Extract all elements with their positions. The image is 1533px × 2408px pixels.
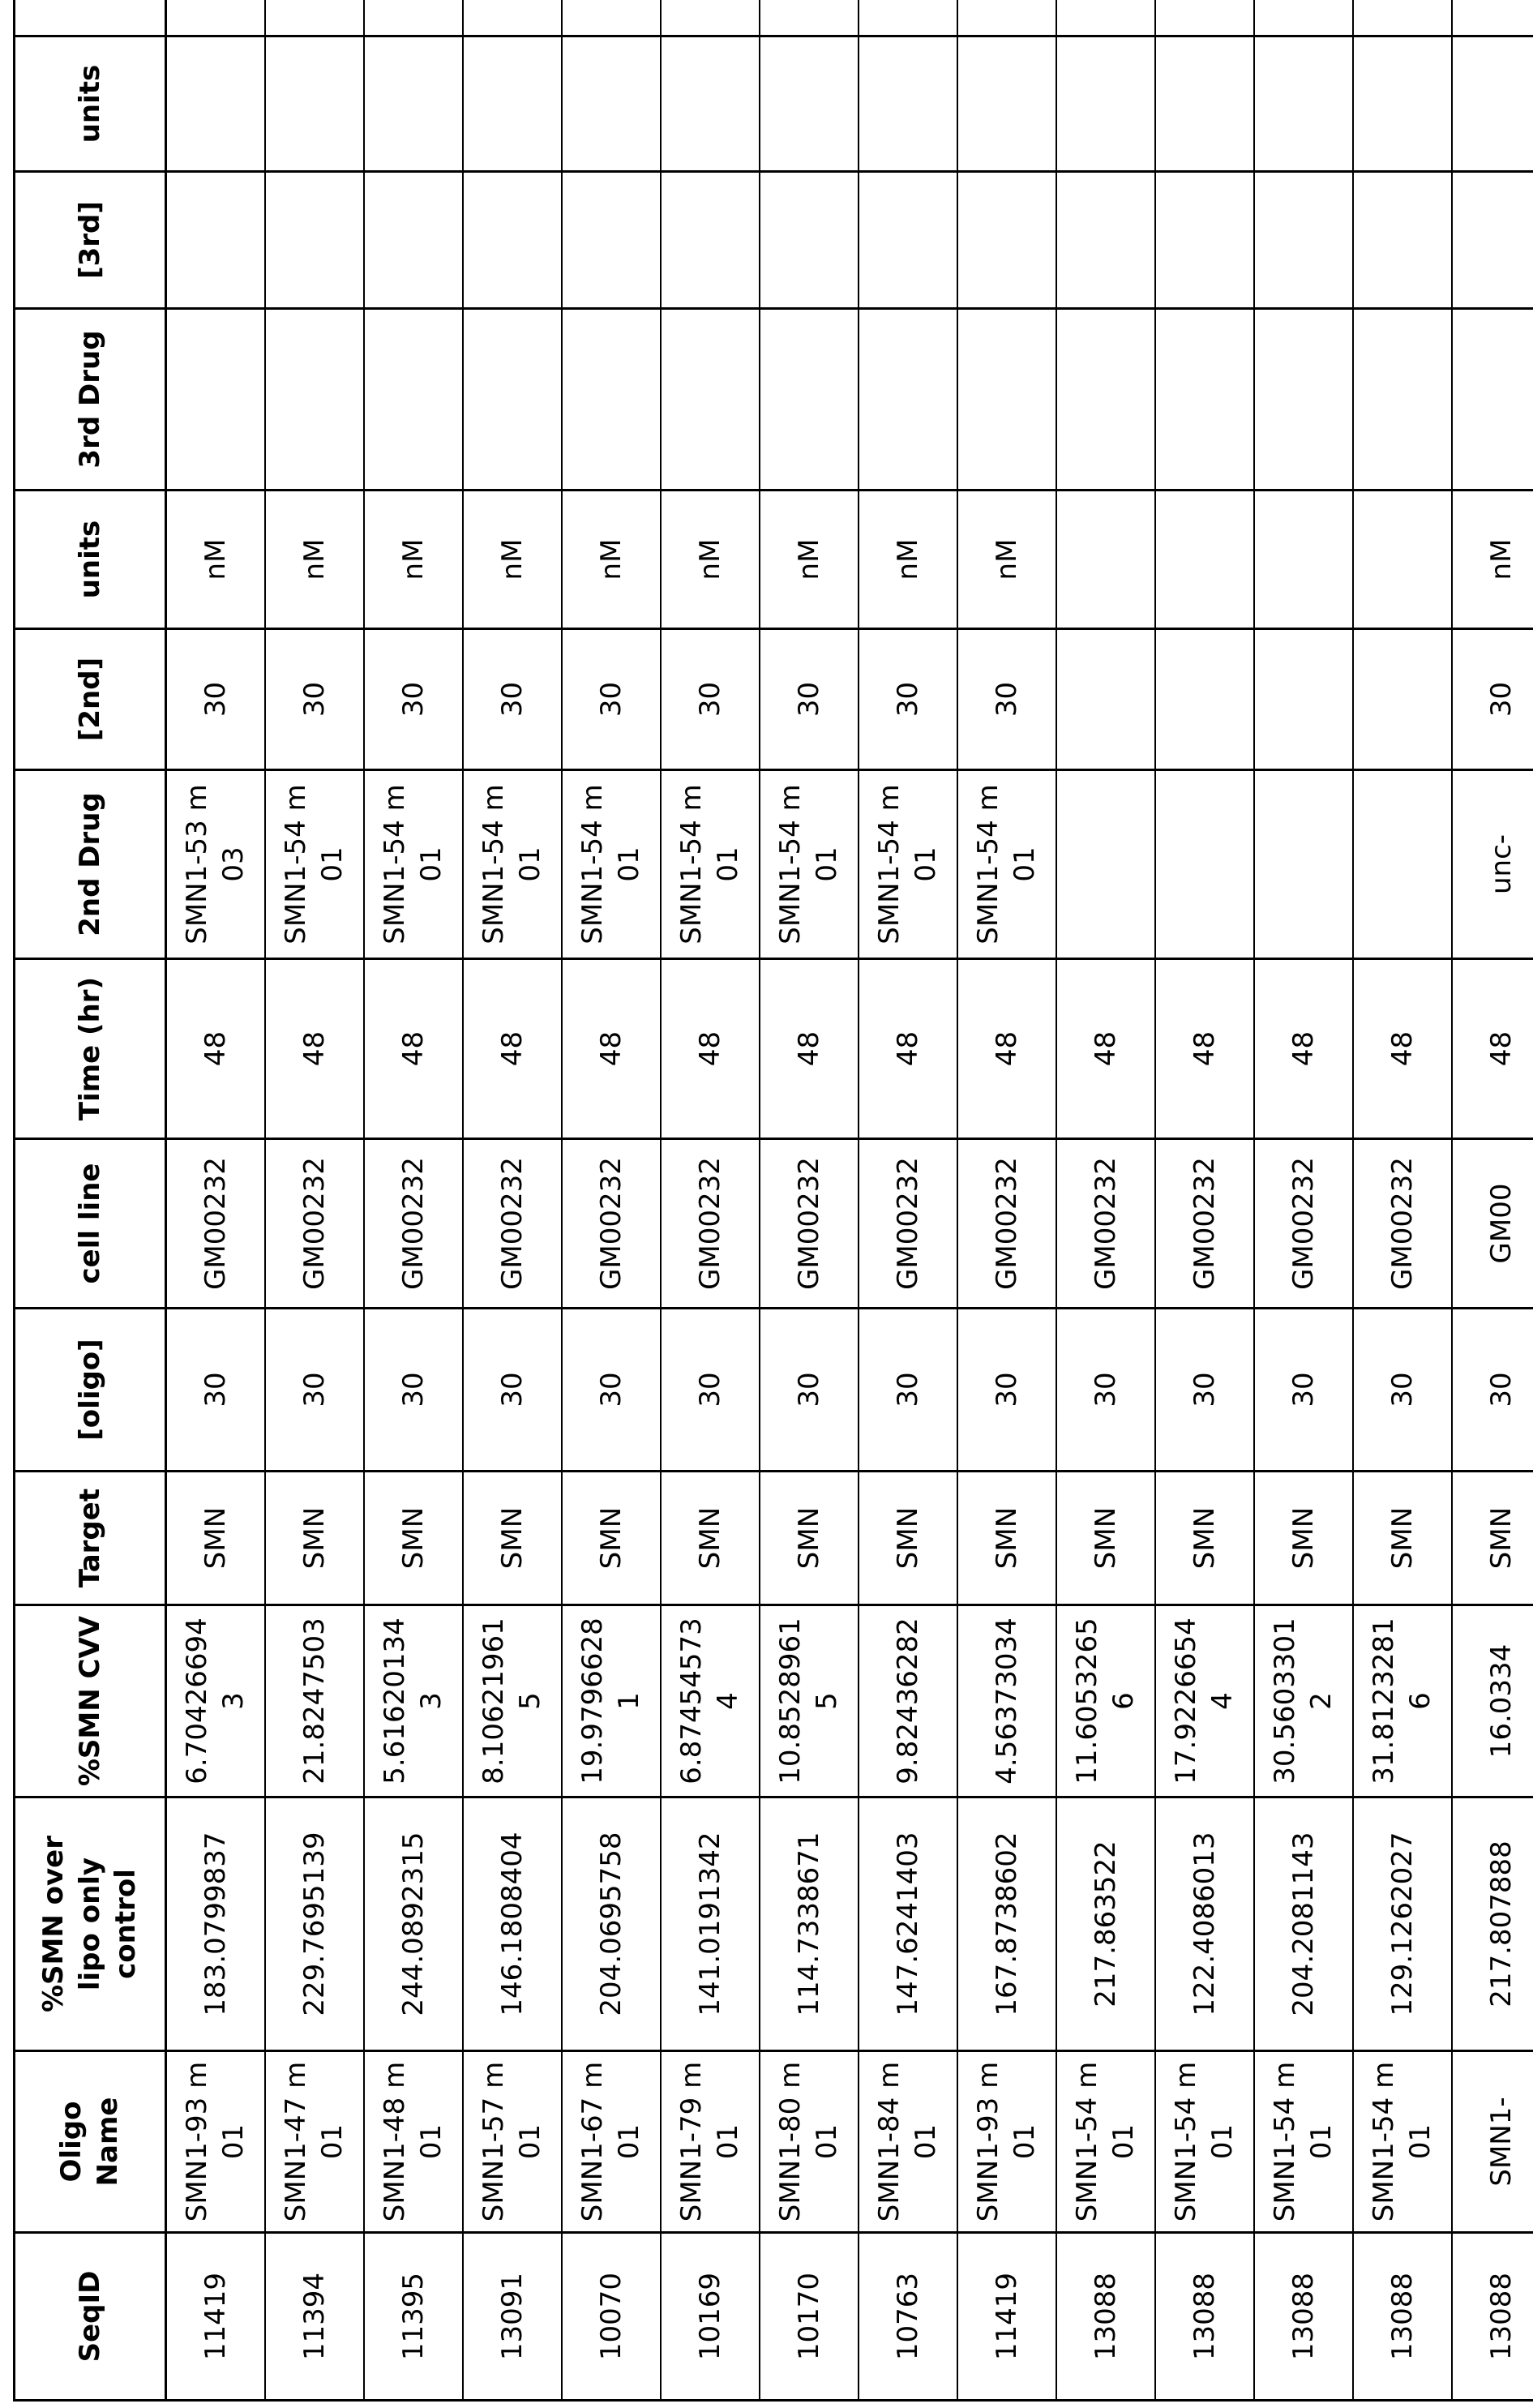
cell-2nd-conc: 30 [661, 629, 760, 770]
header-note [15, 0, 166, 36]
cell-2nd-conc: 30 [166, 629, 266, 770]
cell-units-3rd [1452, 36, 1533, 172]
cell-time: 48 [166, 959, 266, 1139]
cell-smn-over-lipo: 204.2081143 [1254, 1797, 1353, 2051]
cell-oligo-conc: 30 [661, 1309, 760, 1472]
cell-units-2nd: nM [859, 491, 957, 629]
table-row [265, 0, 364, 2401]
header-smn-cvv: %SMN CVV [15, 1605, 166, 1797]
cell-3rd-drug [1155, 309, 1254, 491]
cell-oligo-conc: 30 [562, 1309, 661, 1472]
cell-units-3rd [364, 36, 463, 172]
cell-units-2nd: nM [957, 491, 1056, 629]
cell-units-2nd [1155, 491, 1254, 629]
cell-smn-cvv: 9.82436282 [859, 1605, 957, 1797]
cell-time: 48 [1155, 959, 1254, 1139]
cell-smn-over-lipo: 229.7695139 [265, 1797, 364, 2051]
cell-target: SMN [1452, 1472, 1533, 1605]
cell-note [562, 0, 661, 36]
cell-smn-cvv: 17.92266544 [1155, 1605, 1254, 1797]
cell-oligo-conc: 30 [760, 1309, 859, 1472]
cell-time: 48 [1254, 959, 1353, 1139]
cell-seqid: 10170 [760, 2233, 859, 2401]
cell-cell-line: GM00232 [957, 1139, 1056, 1309]
header-target: Target [15, 1472, 166, 1605]
cell-oligo-name: SMN1-57 m01 [463, 2051, 562, 2233]
cell-3rd-conc [364, 172, 463, 309]
cell-oligo-conc: 30 [957, 1309, 1056, 1472]
cell-cell-line: GM00232 [1056, 1139, 1155, 1309]
cell-oligo-conc: 30 [1353, 1309, 1452, 1472]
cell-units-3rd [1254, 36, 1353, 172]
cell-cell-line: GM00232 [364, 1139, 463, 1309]
cell-cell-line: GM00232 [1353, 1139, 1452, 1309]
cell-units-3rd [463, 36, 562, 172]
table-body [166, 0, 1533, 2401]
cell-oligo-conc: 30 [265, 1309, 364, 1472]
cell-smn-over-lipo: 217.807888 [1452, 1797, 1533, 2051]
table-row [859, 0, 957, 2401]
cell-cell-line: GM00232 [562, 1139, 661, 1309]
cell-seqid: 13091 [463, 2233, 562, 2401]
cell-smn-over-lipo: 204.0695758 [562, 1797, 661, 2051]
cell-3rd-conc [760, 172, 859, 309]
cell-smn-cvv: 21.8247503 [265, 1605, 364, 1797]
cell-smn-cvv: 10.85289615 [760, 1605, 859, 1797]
cell-smn-over-lipo: 244.0892315 [364, 1797, 463, 2051]
cell-2nd-conc [1353, 629, 1452, 770]
cell-units-2nd: nM [463, 491, 562, 629]
cell-units-3rd [1353, 36, 1452, 172]
cell-oligo-name: SMN1- [1452, 2051, 1533, 2233]
cell-smn-over-lipo: 141.0191342 [661, 1797, 760, 2051]
cell-target: SMN [166, 1472, 266, 1605]
cell-oligo-name: SMN1-54 m01 [1254, 2051, 1353, 2233]
cell-units-2nd: nM [1452, 491, 1533, 629]
cell-note [265, 0, 364, 36]
cell-smn-cvv: 31.81232816 [1353, 1605, 1452, 1797]
cell-units-3rd [859, 36, 957, 172]
cell-2nd-drug [1155, 770, 1254, 959]
cell-cell-line: GM00232 [859, 1139, 957, 1309]
cell-oligo-name: SMN1-54 m01 [1353, 2051, 1452, 2233]
cell-note [1155, 0, 1254, 36]
cell-time: 48 [1056, 959, 1155, 1139]
cell-target: SMN [661, 1472, 760, 1605]
header-cell-line: cell line [15, 1139, 166, 1309]
cell-oligo-name: SMN1-48 m01 [364, 2051, 463, 2233]
cell-oligo-conc: 30 [859, 1309, 957, 1472]
cell-time: 48 [1353, 959, 1452, 1139]
cell-note [463, 0, 562, 36]
cell-note [661, 0, 760, 36]
cell-smn-over-lipo: 217.863522 [1056, 1797, 1155, 2051]
cell-2nd-drug [1353, 770, 1452, 959]
cell-time: 48 [1452, 959, 1533, 1139]
cell-oligo-name: SMN1-80 m01 [760, 2051, 859, 2233]
cell-time: 48 [265, 959, 364, 1139]
cell-units-3rd [1155, 36, 1254, 172]
cell-2nd-drug: SMN1-54 m01 [760, 770, 859, 959]
cell-note [1452, 0, 1533, 36]
cell-smn-over-lipo: 183.0799837 [166, 1797, 266, 2051]
cell-3rd-drug [957, 309, 1056, 491]
cell-oligo-conc: 30 [364, 1309, 463, 1472]
cell-units-2nd: nM [661, 491, 760, 629]
cell-2nd-conc: 30 [957, 629, 1056, 770]
cell-seqid: 10070 [562, 2233, 661, 2401]
cell-oligo-name: SMN1-54 m01 [1155, 2051, 1254, 2233]
cell-3rd-drug [661, 309, 760, 491]
table-row [957, 0, 1056, 2401]
cell-time: 48 [364, 959, 463, 1139]
cell-3rd-conc [1452, 172, 1533, 309]
cell-units-3rd [957, 36, 1056, 172]
cell-time: 48 [562, 959, 661, 1139]
cell-target: SMN [1254, 1472, 1353, 1605]
cell-3rd-drug [859, 309, 957, 491]
table-row [1353, 0, 1452, 2401]
cell-2nd-drug: SMN1-54 m01 [562, 770, 661, 959]
cell-smn-over-lipo: 146.1808404 [463, 1797, 562, 2051]
table-row [661, 0, 760, 2401]
cell-smn-cvv: 16.0334 [1452, 1605, 1533, 1797]
header-oligo-name: Oligo Name [15, 2051, 166, 2233]
cell-3rd-drug [1353, 309, 1452, 491]
cell-note [859, 0, 957, 36]
cell-units-2nd [1056, 491, 1155, 629]
cell-3rd-conc [463, 172, 562, 309]
header-2nd-drug: 2nd Drug [15, 770, 166, 959]
cell-3rd-drug [463, 309, 562, 491]
cell-note [1353, 0, 1452, 36]
cell-time: 48 [661, 959, 760, 1139]
cell-cell-line: GM00 [1452, 1139, 1533, 1309]
cell-target: SMN [1056, 1472, 1155, 1605]
cell-units-3rd [166, 36, 266, 172]
cell-units-3rd [760, 36, 859, 172]
table-row [760, 0, 859, 2401]
table-row [1452, 0, 1533, 2401]
cell-smn-cvv: 30.56033012 [1254, 1605, 1353, 1797]
cell-2nd-conc: 30 [364, 629, 463, 770]
cell-target: SMN [760, 1472, 859, 1605]
cell-3rd-conc [859, 172, 957, 309]
cell-smn-cvv: 8.106219615 [463, 1605, 562, 1797]
cell-smn-cvv: 11.60532656 [1056, 1605, 1155, 1797]
cell-3rd-conc [1353, 172, 1452, 309]
cell-oligo-name: SMN1-47 m01 [265, 2051, 364, 2233]
cell-3rd-conc [166, 172, 266, 309]
header-units-2nd: units [15, 491, 166, 629]
cell-smn-cvv: 4.56373034 [957, 1605, 1056, 1797]
cell-3rd-conc [562, 172, 661, 309]
header-seqid: SeqID [15, 2233, 166, 2401]
cell-2nd-drug: SMN1-54 m01 [859, 770, 957, 959]
cell-target: SMN [957, 1472, 1056, 1605]
cell-target: SMN [364, 1472, 463, 1605]
cell-smn-cvv: 19.97966281 [562, 1605, 661, 1797]
cell-time: 48 [463, 959, 562, 1139]
cell-3rd-drug [364, 309, 463, 491]
cell-seqid: 13088 [1056, 2233, 1155, 2401]
cell-2nd-drug: SMN1-54 m01 [364, 770, 463, 959]
cell-seqid: 11394 [265, 2233, 364, 2401]
cell-cell-line: GM00232 [1155, 1139, 1254, 1309]
results-table [13, 0, 1533, 2402]
cell-3rd-conc [1056, 172, 1155, 309]
table-row [364, 0, 463, 2401]
cell-2nd-conc: 30 [463, 629, 562, 770]
cell-oligo-conc: 30 [1155, 1309, 1254, 1472]
cell-3rd-conc [661, 172, 760, 309]
cell-units-2nd [1353, 491, 1452, 629]
cell-seqid: 13088 [1452, 2233, 1533, 2401]
cell-2nd-drug: unc- [1452, 770, 1533, 959]
cell-seqid: 13088 [1155, 2233, 1254, 2401]
cell-3rd-drug [760, 309, 859, 491]
header-row [15, 0, 166, 2401]
cell-2nd-drug: SMN1-54 m01 [265, 770, 364, 959]
cell-oligo-conc: 30 [166, 1309, 266, 1472]
header-smn-over-lipo: %SMN over lipo only control [15, 1797, 166, 2051]
cell-smn-cvv: 5.616201343 [364, 1605, 463, 1797]
cell-seqid: 11395 [364, 2233, 463, 2401]
cell-target: SMN [1155, 1472, 1254, 1605]
cell-note [1056, 0, 1155, 36]
cell-3rd-drug [1452, 309, 1533, 491]
table-row [1155, 0, 1254, 2401]
cell-seqid: 13088 [1254, 2233, 1353, 2401]
cell-cell-line: GM00232 [166, 1139, 266, 1309]
header-oligo-conc: [oligo] [15, 1309, 166, 1472]
cell-3rd-drug [562, 309, 661, 491]
cell-oligo-conc: 30 [1056, 1309, 1155, 1472]
cell-oligo-name: SMN1-54 m01 [1056, 2051, 1155, 2233]
cell-oligo-name: SMN1-67 m01 [562, 2051, 661, 2233]
cell-3rd-conc [1254, 172, 1353, 309]
cell-oligo-name: SMN1-84 m01 [859, 2051, 957, 2233]
cell-time: 48 [760, 959, 859, 1139]
cell-time: 48 [957, 959, 1056, 1139]
cell-3rd-conc [265, 172, 364, 309]
cell-smn-cvv: 6.704266943 [166, 1605, 266, 1797]
cell-oligo-name: SMN1-79 m01 [661, 2051, 760, 2233]
cell-oligo-conc: 30 [1254, 1309, 1353, 1472]
cell-units-3rd [661, 36, 760, 172]
cell-target: SMN [1353, 1472, 1452, 1605]
table-row [1254, 0, 1353, 2401]
cell-smn-cvv: 6.874545734 [661, 1605, 760, 1797]
cell-smn-over-lipo: 147.6241403 [859, 1797, 957, 2051]
cell-time: 48 [859, 959, 957, 1139]
cell-oligo-name: SMN1-93 m01 [166, 2051, 266, 2233]
cell-3rd-drug [265, 309, 364, 491]
cell-2nd-conc [1155, 629, 1254, 770]
cell-units-2nd: nM [166, 491, 266, 629]
cell-2nd-conc [1254, 629, 1353, 770]
header-3rd-drug: 3rd Drug [15, 309, 166, 491]
table-row [166, 0, 266, 2401]
cell-cell-line: GM00232 [760, 1139, 859, 1309]
table-row [562, 0, 661, 2401]
cell-note [166, 0, 266, 36]
cell-smn-over-lipo: 114.7338671 [760, 1797, 859, 2051]
cell-2nd-drug: SMN1-53 m03 [166, 770, 266, 959]
cell-2nd-conc: 30 [859, 629, 957, 770]
cell-3rd-conc [957, 172, 1056, 309]
header-2nd-conc: [2nd] [15, 629, 166, 770]
cell-2nd-conc: 30 [760, 629, 859, 770]
cell-2nd-drug: SMN1-54 m01 [661, 770, 760, 959]
cell-seqid: 10763 [859, 2233, 957, 2401]
cell-note [760, 0, 859, 36]
cell-2nd-conc: 30 [1452, 629, 1533, 770]
cell-oligo-conc: 30 [463, 1309, 562, 1472]
cell-units-2nd: nM [760, 491, 859, 629]
cell-3rd-drug [1254, 309, 1353, 491]
cell-units-2nd: nM [265, 491, 364, 629]
cell-2nd-conc: 30 [562, 629, 661, 770]
cell-units-3rd [562, 36, 661, 172]
cell-seqid: 10169 [661, 2233, 760, 2401]
rotated-page [13, 3, 1533, 2402]
cell-oligo-conc: 30 [1452, 1309, 1533, 1472]
cell-target: SMN [859, 1472, 957, 1605]
cell-note [364, 0, 463, 36]
cell-smn-over-lipo: 167.8738602 [957, 1797, 1056, 2051]
cell-2nd-drug: SMN1-54 m01 [463, 770, 562, 959]
cell-2nd-drug: SMN1-54 m01 [957, 770, 1056, 959]
header-time: Time (hr) [15, 959, 166, 1139]
cell-smn-over-lipo: 129.1262027 [1353, 1797, 1452, 2051]
cell-2nd-conc [1056, 629, 1155, 770]
table-row [1056, 0, 1155, 2401]
table-row [463, 0, 562, 2401]
cell-note [1254, 0, 1353, 36]
cell-3rd-drug [166, 309, 266, 491]
cell-smn-over-lipo: 122.4086013 [1155, 1797, 1254, 2051]
cell-oligo-name: SMN1-93 m01 [957, 2051, 1056, 2233]
cell-target: SMN [265, 1472, 364, 1605]
cell-cell-line: GM00232 [1254, 1139, 1353, 1309]
cell-seqid: 11419 [957, 2233, 1056, 2401]
cell-units-2nd: nM [562, 491, 661, 629]
cell-cell-line: GM00232 [463, 1139, 562, 1309]
cell-3rd-drug [1056, 309, 1155, 491]
cell-3rd-conc [1155, 172, 1254, 309]
cell-cell-line: GM00232 [265, 1139, 364, 1309]
header-units-3rd: units [15, 36, 166, 172]
cell-units-2nd: nM [364, 491, 463, 629]
cell-units-3rd [265, 36, 364, 172]
cell-cell-line: GM00232 [661, 1139, 760, 1309]
cell-target: SMN [463, 1472, 562, 1605]
cell-seqid: 13088 [1353, 2233, 1452, 2401]
header-3rd-conc: [3rd] [15, 172, 166, 309]
cell-units-2nd [1254, 491, 1353, 629]
cell-seqid: 11419 [166, 2233, 266, 2401]
cell-2nd-drug [1056, 770, 1155, 959]
cell-2nd-drug [1254, 770, 1353, 959]
cell-2nd-conc: 30 [265, 629, 364, 770]
cell-units-3rd [1056, 36, 1155, 172]
cell-note [957, 0, 1056, 36]
cell-target: SMN [562, 1472, 661, 1605]
